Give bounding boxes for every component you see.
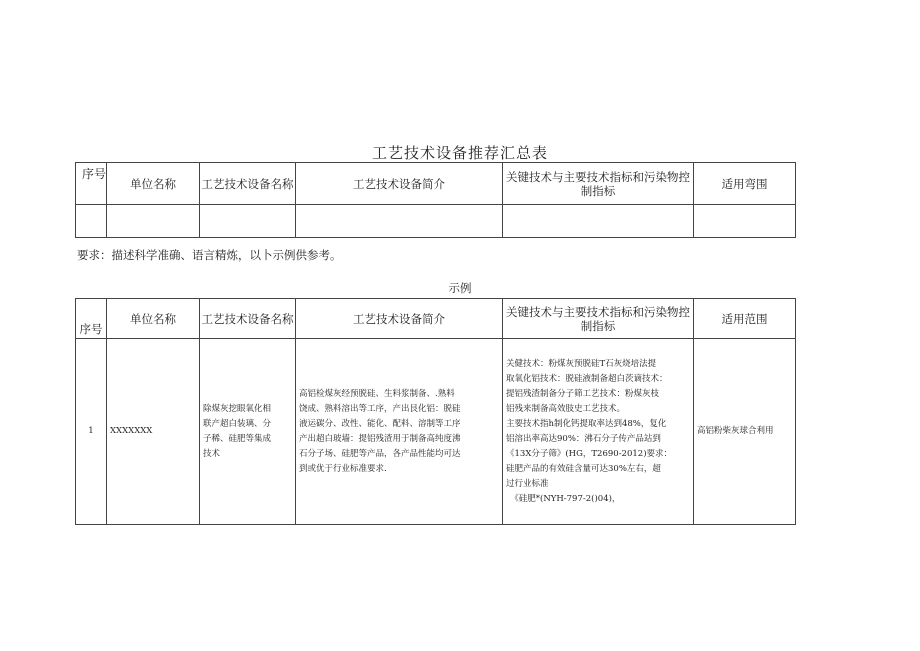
empty-cell[interactable]	[503, 205, 694, 238]
text-line: 产出超白玻墙：提铝残渣用于制备高纯度沸	[299, 433, 461, 444]
requirement-text: 要求：描述科学准确、语言精炼，以卜示例供参考。	[77, 248, 342, 262]
text-line: 液运碳分、改性、能化、配料、溶制等工序	[299, 418, 461, 429]
header-intro: 工艺技术设备简介	[296, 299, 503, 339]
text-line: 硅肥产品的有效硅含量可达30%左右，超	[506, 463, 661, 474]
header-seq	[76, 163, 107, 205]
table-header-row	[76, 299, 796, 339]
header-intro: 工艺技术设备简介	[296, 163, 503, 205]
empty-cell[interactable]	[107, 205, 200, 238]
empty-cell[interactable]	[296, 205, 503, 238]
header-unit: 单位名称	[107, 163, 200, 205]
text-line: 到或优于行业标准要求.	[299, 463, 387, 474]
text-line: 高铝检煤灰经预脱硅、生料浆制备、.熟料	[299, 388, 455, 399]
text-line: 关健技术：粉煤灰预脱硅T石灰烧培法提	[506, 358, 657, 369]
text-line: 取氧化铝技术：脱硅液制备超白茨谪技术：	[506, 373, 668, 384]
text-line: 联产超白装璃、分	[203, 418, 272, 429]
header-seq: 序号	[76, 299, 107, 339]
row-intro	[296, 339, 503, 525]
row-unit: XXXXXXX	[107, 339, 200, 525]
text-line: 《13X分子筛》(HG，T2690-2012)要求：	[506, 448, 673, 459]
text-line: 饶成、熟料溶出等工序，产出艮化铝：脱硅	[299, 403, 461, 414]
table-row	[76, 339, 796, 525]
header-equipment-name: 工艺技术设备名称	[200, 163, 296, 205]
text-line: 铝溶出率高达90%：沸石分子传产品站到	[506, 433, 661, 444]
empty-cell[interactable]	[694, 205, 796, 238]
text-line: 提铝残渣制备分子筛工艺技术：粉煤灰枝	[506, 388, 660, 399]
text-line: 《硅肥*(NYH-797-2()04)，	[506, 493, 621, 504]
header-scope: 适用弯围	[694, 163, 796, 205]
row-key-tech	[503, 339, 694, 525]
text-line: 除煤灰挖眼氧化相	[203, 403, 272, 414]
text-line: 技术	[203, 448, 221, 459]
header-equipment-name: 工艺技术设备名称	[200, 299, 296, 339]
page-title: 工艺技术设备推荐汇总表	[371, 144, 548, 162]
header-unit: 单位名称	[107, 299, 200, 339]
row-equipment-name	[200, 339, 296, 525]
table-header-row	[76, 163, 796, 205]
text-line: 子稀、硅肥等集成	[203, 433, 272, 444]
text-line: 过行业标准	[506, 478, 549, 489]
header-key-tech: 关键技术与主要技术指标和污染物控制指标	[503, 163, 694, 205]
header-scope: 适用范围	[694, 299, 796, 339]
example-table	[75, 298, 796, 525]
header-seq-label: 序号	[82, 167, 107, 181]
empty-cell[interactable]	[200, 205, 296, 238]
empty-row	[76, 205, 796, 238]
text-line: 石分子场、硅肥等产品，各产品性能均可达	[299, 448, 461, 459]
empty-cell[interactable]	[76, 205, 107, 238]
text-line: 主要技术指h制化钙提取率达到48%，复化	[506, 418, 667, 429]
row-seq: 1	[76, 339, 107, 525]
header-key-tech: 关键技术与主要技术指标和污染物控制指标	[503, 299, 694, 339]
example-label: 示例	[448, 281, 472, 295]
row-scope: 高铝粉柴灰球合利用	[694, 339, 796, 525]
summary-table	[75, 162, 796, 238]
text-line: 铝残来制备高效肢史工艺技术。	[506, 403, 626, 414]
